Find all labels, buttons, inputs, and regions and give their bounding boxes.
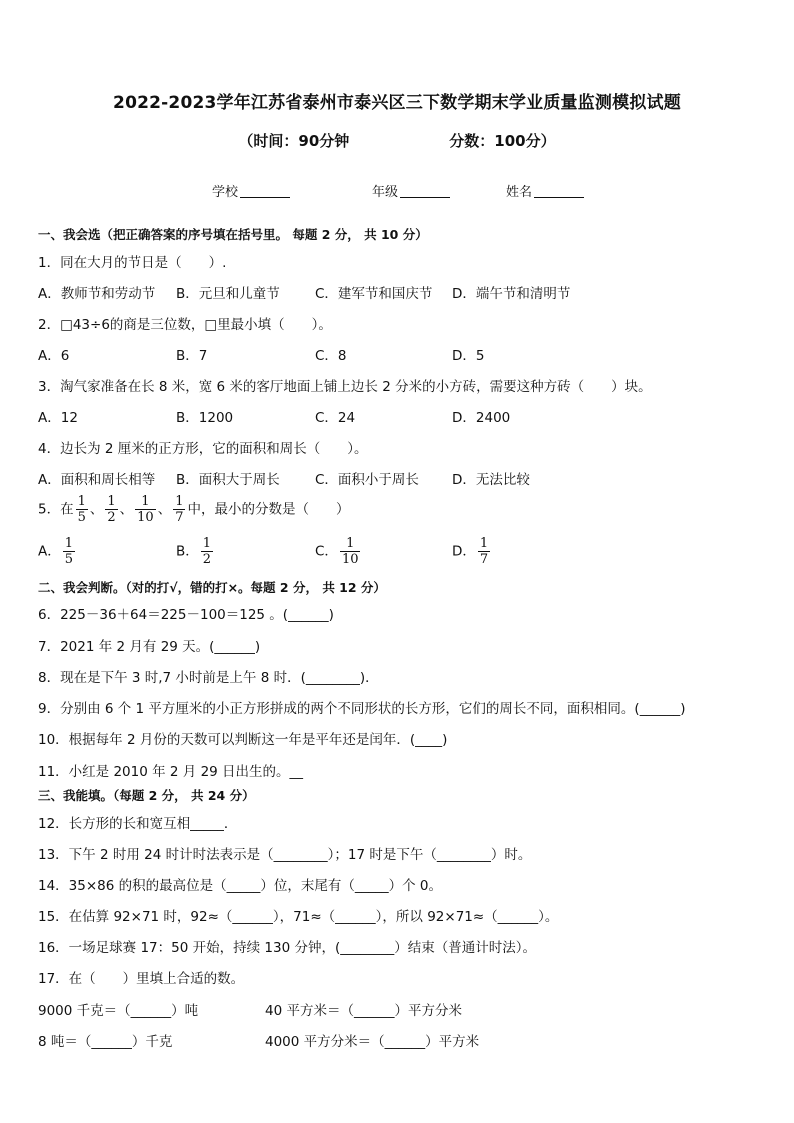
fraction-denominator: 5: [64, 552, 74, 567]
q5-separator: 、: [119, 501, 134, 518]
fraction-numerator: 1: [175, 494, 184, 509]
school-field[interactable]: [212, 181, 290, 200]
exam-time: （时间：90分钟: [238, 132, 350, 150]
question-14: 14．35×86 的积的最高位是（_____）位，末尾有（_____）个 0。: [38, 878, 443, 894]
q5-option-c[interactable]: [315, 536, 362, 567]
question-9: 9．分别由 6 个 1 平方厘米的小正方形拼成的两个不同形状的长方形，它们的周长不同，面积相同。(______): [38, 701, 686, 717]
fraction-1-5: [63, 536, 75, 567]
q4-option-b[interactable]: B．面积大于周长: [176, 472, 280, 488]
fraction-numerator: 1: [64, 536, 74, 551]
q1-option-c[interactable]: C．建军节和国庆节: [315, 286, 433, 302]
grade-label: 年级: [372, 185, 399, 200]
q1-option-b[interactable]: B．元旦和儿童节: [176, 286, 280, 302]
fraction-1-5: [76, 494, 88, 525]
fraction-denominator: 10: [341, 552, 359, 567]
exam-time-score: [0, 130, 794, 151]
question-13: 13．下午 2 时用 24 时计时法表示是（________）；17 时是下午（________）时。: [38, 847, 532, 863]
question-5: [38, 494, 349, 525]
q1-option-a[interactable]: A．教师节和劳动节: [38, 286, 156, 302]
grade-field[interactable]: [372, 181, 450, 200]
fraction-1-2: [201, 536, 213, 567]
q1-option-d[interactable]: D．端午节和清明节: [452, 286, 571, 302]
q5-option-a[interactable]: [38, 536, 77, 567]
exam-score: 分数：100分）: [449, 132, 556, 150]
question-8: 8．现在是下午 3 时,7 小时前是上午 8 时．(________)．: [38, 670, 379, 686]
question-10: 10．根据每年 2 月份的天数可以判断这一年是平年还是闰年．(____): [38, 732, 448, 748]
question-15: 15．在估算 92×71 时，92≈（______），71≈（______），所以 92×71≈（______）。: [38, 909, 559, 925]
question-17: 17．在（ ）里填上合适的数。: [38, 971, 245, 987]
question-1: 1．同在大月的节日是（ ）.: [38, 255, 227, 271]
question-16: 16．一场足球赛 17：50 开始，持续 130 分钟，(________）结束（普通计时法）。: [38, 940, 536, 956]
q5-option-a-label: A．: [38, 543, 61, 560]
q5-option-d[interactable]: [452, 536, 492, 567]
q5-option-d-label: D．: [452, 543, 476, 560]
q4-option-d[interactable]: D．无法比较: [452, 472, 530, 488]
q17-item-1: 9000 千克＝（______）吨: [38, 1003, 199, 1019]
q4-option-c[interactable]: C．面积小于周长: [315, 472, 419, 488]
fraction-1-7: [173, 494, 185, 525]
school-blank[interactable]: [240, 185, 290, 198]
question-11: 11．小红是 2010 年 2 月 29 日出生的。__: [38, 764, 304, 780]
fraction-numerator: 1: [77, 494, 86, 509]
fraction-denominator: 2: [107, 510, 116, 525]
section-1-heading: 一、我会选（把正确答案的序号填在括号里。 每题 2 分， 共 10 分）: [38, 227, 428, 242]
q3-option-d[interactable]: D．2400: [452, 410, 511, 426]
q4-option-a[interactable]: A．面积和周长相等: [38, 472, 156, 488]
fraction-1-2: [105, 494, 117, 525]
q3-option-b[interactable]: B．1200: [176, 410, 234, 426]
page-title: 2022-2023学年江苏省泰州市泰兴区三下数学期末学业质量监测模拟试题: [113, 93, 681, 113]
fraction-numerator: 1: [479, 536, 489, 551]
fraction-denominator: 10: [137, 510, 154, 525]
q5-option-b[interactable]: [176, 536, 215, 567]
q5-suffix: 中，最小的分数是（ ）: [187, 501, 350, 518]
q5-option-c-label: C．: [315, 543, 338, 560]
name-blank[interactable]: [534, 185, 584, 198]
fraction-1-7: [478, 536, 490, 567]
name-label: 姓名: [506, 185, 533, 200]
question-2: 2．□43÷6的商是三位数，□里最小填（ ）。: [38, 317, 332, 333]
question-12: 12．长方形的长和宽互相_____．: [38, 816, 238, 832]
q3-option-a[interactable]: A．12: [38, 410, 78, 426]
q5-option-b-label: B．: [176, 543, 199, 560]
question-3: 3．淘气家准备在长 8 米，宽 6 米的客厅地面上铺上边长 2 分米的小方砖，需要这种方砖（ ）块。: [38, 379, 652, 395]
fraction-denominator: 7: [479, 552, 489, 567]
fraction-denominator: 5: [77, 510, 86, 525]
fraction-numerator: 1: [135, 494, 156, 510]
q17-item-2: 40 平方米＝（______）平方分米: [265, 1003, 462, 1019]
section-3-heading: 三、我能填。（每题 2 分， 共 24 分）: [38, 788, 255, 803]
name-field[interactable]: [506, 181, 584, 200]
q3-option-c[interactable]: C．24: [315, 410, 356, 426]
q5-separator: 、: [157, 501, 172, 518]
fraction-numerator: 1: [202, 536, 212, 551]
fraction-numerator: 1: [340, 536, 361, 552]
fraction-1-10: [340, 536, 361, 567]
school-label: 学校: [212, 185, 239, 200]
question-6: 6．225－36＋64＝225－100＝125 。(______): [38, 607, 334, 623]
q2-option-d[interactable]: D．5: [452, 348, 485, 364]
grade-blank[interactable]: [400, 185, 450, 198]
question-7: 7．2021 年 2 月有 29 天。(______): [38, 639, 261, 655]
q2-option-c[interactable]: C．8: [315, 348, 347, 364]
q2-option-b[interactable]: B．7: [176, 348, 208, 364]
section-2-heading: 二、我会判断。（对的打√，错的打×。每题 2 分， 共 12 分）: [38, 580, 386, 595]
q17-item-4: 4000 平方分米＝（______）平方米: [265, 1034, 480, 1050]
q17-item-3: 8 吨＝（______）千克: [38, 1034, 173, 1050]
q5-separator: 、: [89, 501, 104, 518]
q5-prefix: 5．在: [38, 501, 74, 518]
q2-option-a[interactable]: A．6: [38, 348, 70, 364]
fraction-1-10: [135, 494, 156, 525]
fraction-denominator: 2: [202, 552, 212, 567]
question-4: 4．边长为 2 厘米的正方形，它的面积和周长（ ）。: [38, 441, 368, 457]
fraction-denominator: 7: [175, 510, 184, 525]
fraction-numerator: 1: [107, 494, 116, 509]
